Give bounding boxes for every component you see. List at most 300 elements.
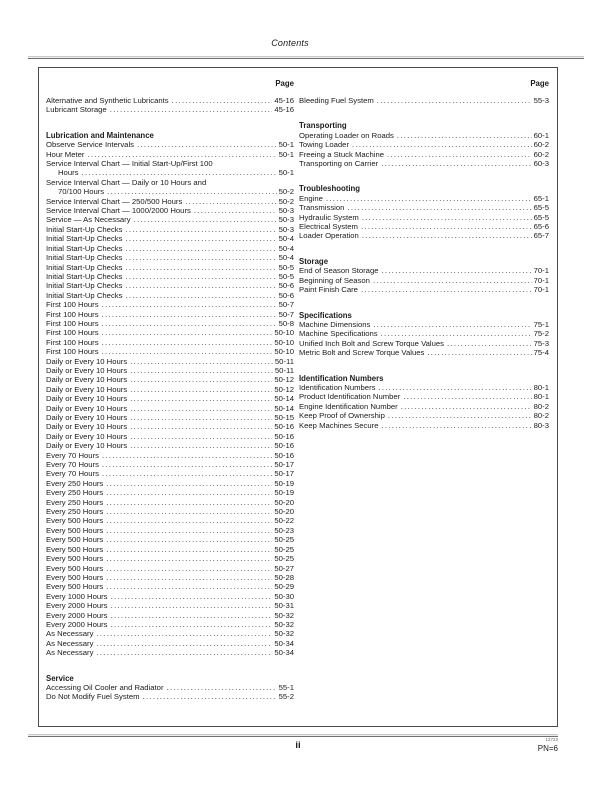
toc-entry [299,383,549,392]
toc-entry-label: Keep Proof of Ownership [299,411,385,421]
toc-entry-label: Identification Numbers [299,382,376,392]
dot-leader [102,460,272,469]
dot-leader [82,168,277,177]
toc-entry [46,545,294,554]
toc-entry [299,392,549,401]
toc-section-heading: Identification Numbers [299,373,384,383]
toc-entry [299,421,549,430]
dot-leader [388,411,532,420]
toc-entry-label: Every 250 Hours [46,488,104,498]
toc-entry-page: 50-20 [274,497,294,507]
footer-pn-label: PN=6 [537,744,558,753]
toc-entry-label: Daily or Every 10 Hours [46,384,128,394]
toc-entry-label: Initial Start-Up Checks [46,290,123,300]
toc-entry-page: 50-2 [278,196,294,206]
toc-entry-page: 50-16 [274,441,294,451]
toc-entry-label: First 100 Hours [46,300,99,310]
toc-entry-page: 50-10 [274,337,294,347]
dot-leader [373,320,531,329]
dot-leader [125,272,276,281]
toc-entry-page: 50-1 [278,149,294,159]
toc-entry-label: Initial Start-Up Checks [46,234,123,244]
toc-entry-page: 50-7 [278,300,294,310]
toc-entry-page: 50-5 [278,262,294,272]
toc-entry-page: 50-32 [274,610,294,620]
toc-section-heading: Specifications [299,310,352,320]
dot-leader [130,413,272,422]
dot-leader [427,348,531,357]
toc-entry-page: 50-3 [278,215,294,225]
page-title: Contents [271,38,309,48]
toc-entry-page: 50-25 [274,554,294,564]
toc-entry-page: 50-6 [278,290,294,300]
toc-entry-label: Daily or Every 10 Hours [46,365,128,375]
toc-entry-label: Every 2000 Hours [46,619,108,629]
toc-entry-label: Initial Start-Up Checks [46,262,123,272]
toc-column-right [299,79,549,430]
toc-entry-label: Every 500 Hours [46,535,104,545]
dot-leader [125,291,276,300]
toc-entry-label: Operating Loader on Roads [299,130,394,140]
toc-entry-label: Transmission [299,203,345,213]
dot-leader [125,263,276,272]
toc-entry-page: 60-2 [533,149,549,159]
toc-entry-page: 50-12 [274,375,294,385]
dot-leader [401,402,532,411]
toc-entry-label: Initial Start-Up Checks [46,224,123,234]
toc-column-left [46,79,294,702]
toc-entry [46,140,294,149]
toc-entry-label: As Necessary [46,629,94,639]
dot-leader [96,639,272,648]
dot-leader [130,404,272,413]
dot-leader [102,328,273,337]
toc-section-heading: Lubrication and Maintenance [46,130,154,140]
dot-leader [125,225,276,234]
toc-entry [46,629,294,638]
toc-entry-label: 70/100 Hours [58,187,105,197]
toc-entry-page: 50-10 [274,347,294,357]
toc-entry [46,648,294,657]
toc-entry-label: Every 250 Hours [46,497,104,507]
toc-entry [46,263,294,272]
toc-entry [46,422,294,431]
dot-leader [96,629,272,638]
toc-entry-page: 50-19 [274,478,294,488]
toc-entry-page: 50-27 [274,563,294,573]
toc-entry [299,194,549,203]
dot-leader [194,206,277,215]
toc-entry-label: Daily or Every 10 Hours [46,356,128,366]
toc-section [299,311,549,358]
toc-entry [299,402,549,411]
toc-entry-label: Every 2000 Hours [46,601,108,611]
toc-entry-label: Daily or Every 10 Hours [46,441,128,451]
toc-entry-label: Every 500 Hours [46,572,104,582]
toc-entry [299,320,549,329]
toc-entry-label: Lubricant Storage [46,105,107,115]
toc-entry-label: Transporting on Carrier [299,159,379,169]
toc-entry-page: 75-1 [533,319,549,329]
toc-entry-page: 80-2 [533,411,549,421]
toc-entry-page: 50-34 [274,648,294,658]
toc-entry-label: Every 500 Hours [46,563,104,573]
toc-entry-page: 50-22 [274,516,294,526]
toc-entry-page: 55-1 [278,682,294,692]
dot-leader [106,564,272,573]
toc-entry-label: Accessing Oil Cooler and Radiator [46,682,164,692]
dot-leader [87,150,276,159]
toc-section [299,184,549,240]
toc-entry-page: 50-1 [278,168,294,178]
toc-entry-label: Every 500 Hours [46,544,104,554]
toc-entry-label: Metric Bolt and Screw Torque Values [299,348,425,358]
toc-entry-page: 50-7 [278,309,294,319]
toc-entry-label: Service Interval Chart — Daily or 10 Hours and [46,177,207,187]
toc-entry-label: Daily or Every 10 Hours [46,413,128,422]
toc-entry-page: 50-31 [274,601,294,611]
toc-entry-label: Do Not Modify Fuel System [46,692,140,702]
toc-entry-label: Paint Finish Care [299,285,358,295]
toc-entry-label: As Necessary [46,638,94,648]
toc-entry [46,469,294,478]
toc-entry [46,366,294,375]
toc-section-heading: Storage [299,256,329,266]
toc-entry [299,285,549,294]
dot-leader [373,276,532,285]
dot-leader [111,592,273,601]
toc-section [299,257,549,295]
dot-leader [106,582,272,591]
toc-entry-page: 55-3 [533,96,549,105]
toc-entry [46,535,294,544]
toc-entry [299,329,549,338]
toc-entry [46,300,294,309]
header-rule [28,56,584,59]
toc-entry-label: Every 70 Hours [46,469,99,479]
dot-leader [362,213,532,222]
toc-entry [46,507,294,516]
toc-entry-label: Daily or Every 10 Hours [46,422,128,432]
toc-entry [46,319,294,328]
toc-entry [46,244,294,253]
toc-entry-label: First 100 Hours [46,347,99,357]
toc-entry [46,488,294,497]
toc-entry [46,639,294,648]
toc-entry [46,526,294,535]
dot-leader [130,432,272,441]
dot-leader [377,96,532,105]
toc-entry-label: First 100 Hours [46,309,99,319]
toc-entry [46,441,294,450]
toc-entry-page: 60-3 [533,159,549,169]
dot-leader [134,215,277,224]
toc-entry [46,451,294,460]
toc-entry-page: 50-23 [274,525,294,535]
toc-entry [299,411,549,420]
dot-leader [347,203,531,212]
toc-entry-label: Every 250 Hours [46,478,104,488]
toc-entry-label: Engine Identification Number [299,401,398,411]
toc-entry [46,96,294,105]
toc-entry-label: Every 70 Hours [46,450,99,460]
toc-entry [46,385,294,394]
toc-entry-label: Hour Meter [46,149,85,159]
toc-section [299,96,549,105]
dot-leader [106,545,272,554]
toc-entry-label: Beginning of Season [299,275,370,285]
dot-leader [361,222,532,231]
dot-leader [102,451,272,460]
toc-entry-page: 65-5 [533,212,549,222]
toc-entry-page: 45-16 [274,96,294,105]
dot-leader [106,488,272,497]
toc-entry-page: 50-2 [278,187,294,197]
dot-leader [106,526,272,535]
toc-entry-page: 50-34 [274,638,294,648]
dot-leader [111,620,273,629]
toc-entry-label: Every 500 Hours [46,525,104,535]
toc-section [46,131,294,658]
toc-entry-label: Service — As Necessary [46,215,131,225]
dot-leader [111,601,273,610]
toc-entry-label: Engine [299,193,323,203]
page-column-header: Page [530,79,549,88]
toc-entry-label: First 100 Hours [46,318,99,328]
dot-leader [326,194,532,203]
toc-entry [46,281,294,290]
dot-leader [106,573,272,582]
toc-entry [46,592,294,601]
toc-entry-page: 65-5 [533,203,549,213]
toc-entry [299,150,549,159]
toc-entry-page: 50-32 [274,619,294,629]
toc-entry [46,159,294,168]
toc-entry-label: Every 2000 Hours [46,610,108,620]
toc-entry [46,291,294,300]
toc-entry-continuation [46,187,294,196]
toc-section [46,674,294,702]
toc-entry [299,348,549,357]
toc-entry-label: Every 1000 Hours [46,591,108,601]
toc-entry [46,564,294,573]
dot-leader [447,339,532,348]
toc-entry-page: 60-2 [533,140,549,150]
toc-entry-page: 50-4 [278,234,294,244]
toc-entry-label: Initial Start-Up Checks [46,281,123,291]
toc-entry [46,573,294,582]
footer-doc-code: 12723 [545,737,558,742]
toc-entry-page: 50-3 [278,224,294,234]
toc-entry-page: 70-1 [533,275,549,285]
toc-entry-page: 50-3 [278,206,294,216]
toc-entry [299,213,549,222]
toc-entry-label: Daily or Every 10 Hours [46,375,128,385]
toc-entry [46,432,294,441]
toc-section [46,96,294,115]
toc-entry-page: 50-14 [274,403,294,413]
toc-entry [46,347,294,356]
toc-entry-label: Every 500 Hours [46,554,104,564]
toc-entry-page: 70-1 [533,285,549,295]
toc-entry [46,601,294,610]
toc-entry [46,197,294,206]
toc-entry [46,310,294,319]
toc-entry-label: Machine Specifications [299,329,378,339]
toc-entry-page: 50-1 [278,140,294,150]
dot-leader [167,683,277,692]
toc-entry-label: First 100 Hours [46,337,99,347]
dot-leader [106,479,272,488]
dot-leader [130,366,273,375]
toc-entry [299,131,549,140]
toc-entry [46,272,294,281]
toc-entry [299,266,549,275]
toc-entry-label: Freeing a Stuck Machine [299,149,385,159]
toc-entry [46,479,294,488]
dot-leader [130,441,272,450]
dot-leader [143,692,277,701]
toc-entry [46,692,294,701]
toc-entry [299,159,549,168]
dot-leader [102,310,277,319]
toc-entry-page: 50-16 [274,422,294,432]
dot-leader [382,266,532,275]
toc-entry [46,206,294,215]
dot-leader [106,516,272,525]
dot-leader [110,105,273,114]
toc-section [299,121,549,168]
toc-entry [299,276,549,285]
dot-leader [102,469,272,478]
toc-entry [46,357,294,366]
dot-leader [102,338,273,347]
toc-entry-page: 50-4 [278,243,294,253]
toc-entry-page: 80-3 [533,420,549,430]
toc-entry [299,140,549,149]
dot-leader [130,375,272,384]
toc-entry [46,611,294,620]
toc-section [299,374,549,430]
toc-section-heading: Troubleshooting [299,184,361,194]
toc-entry [46,516,294,525]
toc-entry [46,105,294,114]
toc-entry-label: Hours [58,168,79,178]
toc-entry [46,150,294,159]
toc-entry-page: 80-1 [533,382,549,392]
toc-entry-label: Service Interval Chart — 1000/2000 Hours [46,206,191,216]
toc-entry [46,683,294,692]
dot-leader [125,281,276,290]
toc-entry-page: 50-8 [278,318,294,328]
toc-entry-label: Daily or Every 10 Hours [46,403,128,413]
toc-entry-page: 50-17 [274,469,294,479]
toc-entry-label: Keep Machines Secure [299,420,379,430]
dot-leader [130,422,272,431]
toc-entry-label: Service Interval Chart — Initial Start-Up/First 100 [46,159,213,169]
toc-entry [46,394,294,403]
toc-entry-page: 60-1 [533,130,549,140]
toc-entry-label: Alternative and Synthetic Lubricants [46,96,169,105]
dot-leader [107,187,276,196]
toc-entry-page: 50-12 [274,384,294,394]
dot-leader [361,285,532,294]
toc-entry [299,203,549,212]
dot-leader [106,535,272,544]
toc-entry-page: 50-10 [274,328,294,338]
toc-entry-label: Initial Start-Up Checks [46,271,123,281]
dot-leader [102,300,277,309]
toc-entry-page: 50-15 [274,413,294,422]
footer-page-number: ii [295,740,301,751]
dot-leader [96,648,272,657]
dot-leader [352,140,532,149]
toc-entry-label: Hydraulic System [299,212,359,222]
toc-entry [46,215,294,224]
toc-entry-page: 50-19 [274,488,294,498]
toc-entry-page: 75-2 [533,329,549,339]
dot-leader [137,140,277,149]
dot-leader [397,131,532,140]
toc-entry-label: First 100 Hours [46,328,99,338]
dot-leader [125,253,276,262]
toc-entry-page: 50-29 [274,582,294,592]
toc-entry [299,339,549,348]
toc-entry-label: Every 500 Hours [46,582,104,592]
toc-entry [46,375,294,384]
toc-entry [46,404,294,413]
toc-entry-page: 50-17 [274,460,294,470]
toc-entry-label: Machine Dimensions [299,319,371,329]
toc-entry [299,222,549,231]
toc-entry-page: 65-7 [533,231,549,241]
dot-leader [102,347,273,356]
toc-entry-page: 50-11 [274,365,294,375]
toc-entry [46,620,294,629]
contents-box [38,67,558,727]
dot-leader [130,357,273,366]
toc-entry-page: 50-14 [274,394,294,404]
dot-leader [106,507,272,516]
toc-entry-page: 50-5 [278,271,294,281]
toc-section-heading: Transporting [299,121,347,131]
toc-entry-page: 65-1 [533,193,549,203]
toc-entry-page: 50-16 [274,431,294,441]
dot-leader [111,611,273,620]
toc-entry [46,234,294,243]
toc-entry [46,328,294,337]
toc-entry-page: 45-16 [274,105,294,115]
toc-entry-page: 50-6 [278,281,294,291]
toc-entry-page: 50-30 [274,591,294,601]
dot-leader [125,234,276,243]
dot-leader [106,554,272,563]
toc-entry-page: 50-20 [274,507,294,517]
toc-entry [46,554,294,563]
toc-entry-page: 50-11 [274,356,294,366]
toc-entry-label: Every 250 Hours [46,507,104,517]
toc-entry-label: Every 500 Hours [46,516,104,526]
toc-entry [46,338,294,347]
toc-entry-label: Product Identification Number [299,392,401,402]
dot-leader [381,421,531,430]
dot-leader [172,96,273,105]
toc-entry [46,253,294,262]
toc-entry-label: Initial Start-Up Checks [46,253,123,263]
toc-entry-page: 50-4 [278,253,294,263]
toc-entry-page: 55-2 [278,692,294,702]
dot-leader [379,383,532,392]
